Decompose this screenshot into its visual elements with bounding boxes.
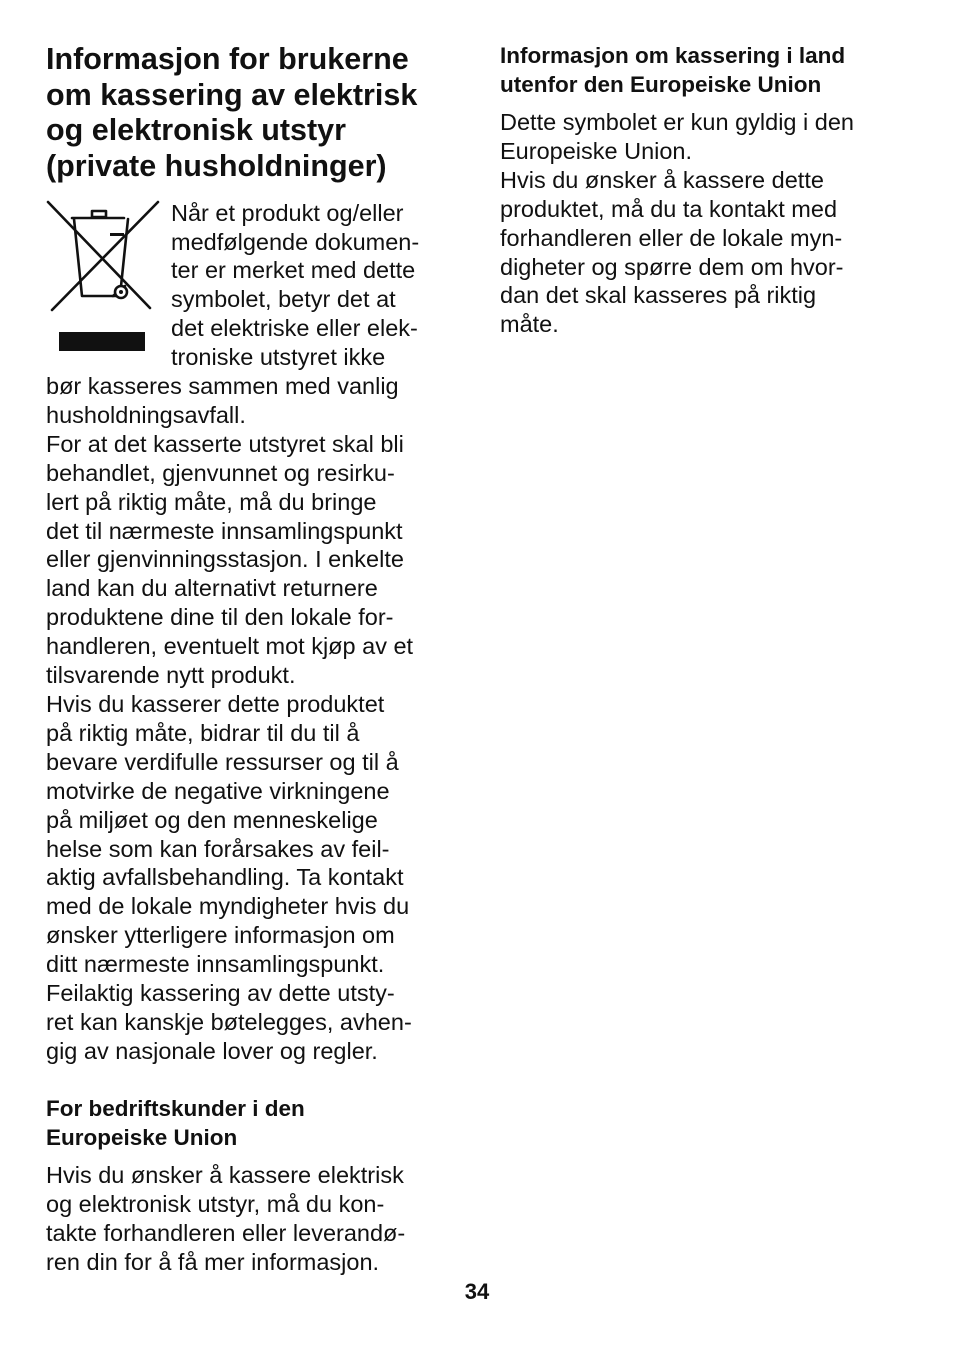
section-title-line: For bedriftskunder i den	[46, 1096, 305, 1121]
text-line: aktig avfallsbehandling. Ta kontakt	[46, 864, 404, 891]
section-title-line: utenfor den Europeiske Union	[500, 72, 822, 97]
text-line: det elektriske eller elek-	[171, 314, 418, 341]
non-eu-body-text	[500, 108, 854, 339]
text-line: husholdningsavfall.	[46, 401, 246, 428]
text-line: gig av nasjonale lover og regler.	[46, 1037, 378, 1064]
main-title-line: (private husholdninger)	[46, 148, 387, 183]
text-line: Europeiske Union.	[500, 137, 693, 164]
intro-text	[171, 199, 419, 371]
text-line: helse som kan forårsakes av feil-	[46, 835, 390, 862]
text-line: det til nærmeste innsamlingspunkt	[46, 517, 403, 544]
text-line: produktene dine til den lokale for-	[46, 604, 394, 631]
text-line: ren din for å få mer informasjon.	[46, 1248, 380, 1275]
text-line: motvirke de negative virkningene	[46, 777, 390, 804]
text-line: Dette symbolet er kun gyldig i den	[500, 109, 854, 135]
text-line: måte.	[500, 311, 559, 338]
text-line: Feilaktig kassering av dette utsty-	[46, 980, 395, 1007]
text-line: digheter og spørre dem om hvor-	[500, 253, 844, 280]
text-line: For at det kasserte utstyret skal bli	[46, 430, 404, 457]
text-line: tilsvarende nytt produkt.	[46, 662, 296, 689]
business-section-title	[46, 1094, 305, 1152]
text-line: handleren, eventuelt mot kjøp av et	[46, 633, 414, 660]
crossed-out-wheelie-bin-icon	[46, 200, 160, 354]
text-line: Hvis du kasserer dette produktet	[46, 690, 385, 717]
text-line: på riktig måte, bidrar til du til å	[46, 719, 360, 746]
main-title	[46, 42, 417, 184]
business-body-text	[46, 1161, 405, 1277]
text-line: Når et produkt og/eller	[171, 200, 404, 226]
text-line: ønsker ytterligere informasjon om	[46, 922, 395, 949]
text-line: Hvis du ønsker å kassere dette	[500, 166, 824, 193]
non-eu-section-title	[500, 41, 845, 99]
text-line: takte forhandleren eller leverandø-	[46, 1219, 406, 1246]
text-line: troniske utstyret ikke	[171, 343, 386, 370]
text-line: dan det skal kasseres på riktig	[500, 282, 817, 309]
text-line: ret kan kanskje bøtelegges, avhen-	[46, 1008, 412, 1035]
text-line: forhandleren eller de lokale myn-	[500, 224, 843, 251]
text-line: Hvis du ønsker å kassere elektrisk	[46, 1162, 404, 1188]
main-title-line: Informasjon for brukerne	[46, 42, 409, 76]
text-line: med de lokale myndigheter hvis du	[46, 893, 410, 920]
text-line: ditt nærmeste innsamlingspunkt.	[46, 951, 385, 978]
text-line: medfølgende dokumen-	[171, 228, 420, 255]
section-title-line: Informasjon om kassering i land	[500, 43, 846, 68]
section-title-line: Europeiske Union	[46, 1125, 238, 1150]
main-title-line: om kassering av elektrisk	[46, 77, 418, 112]
text-line: behandlet, gjenvunnet og resirku-	[46, 459, 395, 486]
text-line: bevare verdifulle ressurser og til å	[46, 748, 399, 775]
text-line: eller gjenvinningsstasjon. I enkelte	[46, 546, 404, 573]
main-title-line: og elektronisk utstyr	[46, 113, 346, 147]
text-line: på miljøet og den menneskelige	[46, 806, 378, 833]
text-line: og elektronisk utstyr, må du kon-	[46, 1190, 385, 1217]
text-line: land kan du alternativt returnere	[46, 575, 378, 602]
text-line: bør kasseres sammen med vanlig	[46, 373, 399, 399]
text-line: lert på riktig måte, må du bringe	[46, 488, 377, 515]
page-number: 34	[464, 1279, 490, 1304]
text-line: ter er merket med dette	[171, 257, 416, 284]
text-line: symbolet, betyr det at	[171, 286, 396, 313]
disposal-body-text	[46, 372, 413, 1066]
text-line: produktet, må du ta kontakt med	[500, 195, 838, 222]
